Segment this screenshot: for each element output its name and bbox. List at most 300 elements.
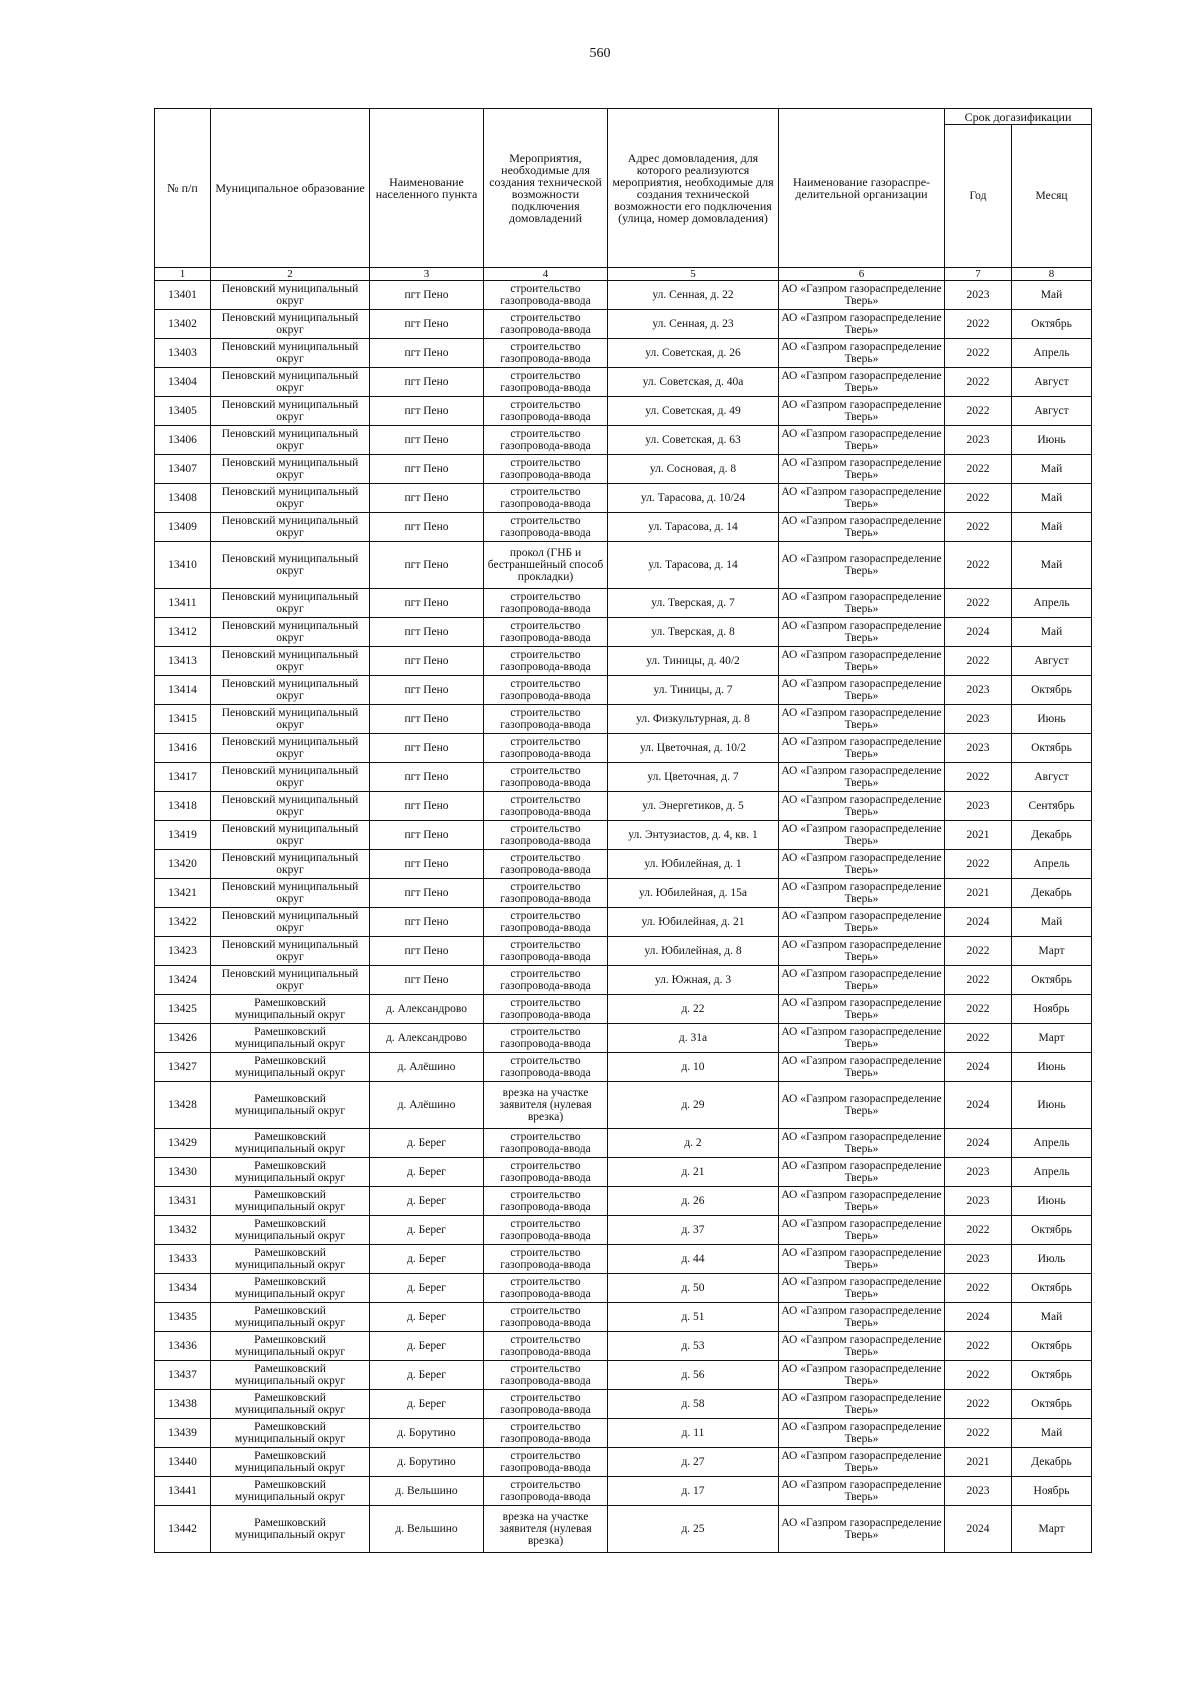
cell-year: 2023 — [945, 1187, 1012, 1216]
header-month: Месяц — [1012, 125, 1092, 268]
cell-address: ул. Юбилейная, д. 15а — [608, 879, 779, 908]
cell-year: 2023 — [945, 1158, 1012, 1187]
cell-year: 2022 — [945, 995, 1012, 1024]
cell-settlement: пгт Пено — [370, 397, 484, 426]
cell-address: ул. Советская, д. 63 — [608, 426, 779, 455]
cell-number: 13430 — [155, 1158, 211, 1187]
table-row — [155, 1506, 1092, 1553]
cell-year: 2024 — [945, 1506, 1012, 1553]
column-number: 6 — [779, 268, 945, 281]
cell-settlement: д. Берег — [370, 1158, 484, 1187]
cell-municipality: Пеновский муниципальный округ — [211, 281, 370, 310]
cell-municipality: Рамешковский муниципальный округ — [211, 1361, 370, 1390]
cell-month: Апрель — [1012, 589, 1092, 618]
cell-organization: АО «Газпром газораспределение Тверь» — [779, 1303, 945, 1332]
cell-municipality: Пеновский муниципальный округ — [211, 455, 370, 484]
cell-address: д. 27 — [608, 1448, 779, 1477]
cell-number: 13425 — [155, 995, 211, 1024]
cell-municipality: Рамешковский муниципальный округ — [211, 1506, 370, 1553]
cell-address: д. 58 — [608, 1390, 779, 1419]
table-row — [155, 1477, 1092, 1506]
cell-address: ул. Юбилейная, д. 1 — [608, 850, 779, 879]
table-row — [155, 1024, 1092, 1053]
cell-year: 2022 — [945, 542, 1012, 589]
cell-municipality: Пеновский муниципальный округ — [211, 397, 370, 426]
cell-year: 2022 — [945, 339, 1012, 368]
column-number: 2 — [211, 268, 370, 281]
cell-number: 13433 — [155, 1245, 211, 1274]
cell-year: 2022 — [945, 310, 1012, 339]
cell-address: ул. Сосновая, д. 8 — [608, 455, 779, 484]
cell-year: 2022 — [945, 455, 1012, 484]
table-row — [155, 589, 1092, 618]
cell-organization: АО «Газпром газораспределение Тверь» — [779, 792, 945, 821]
cell-month: Ноябрь — [1012, 1477, 1092, 1506]
table-row — [155, 1129, 1092, 1158]
cell-settlement: д. Алёшино — [370, 1082, 484, 1129]
column-number: 4 — [484, 268, 608, 281]
cell-year: 2022 — [945, 1274, 1012, 1303]
cell-address: ул. Тверская, д. 7 — [608, 589, 779, 618]
cell-settlement: пгт Пено — [370, 310, 484, 339]
cell-organization: АО «Газпром газораспределение Тверь» — [779, 1245, 945, 1274]
cell-address: д. 10 — [608, 1053, 779, 1082]
cell-address: д. 2 — [608, 1129, 779, 1158]
cell-organization: АО «Газпром газораспределение Тверь» — [779, 1129, 945, 1158]
table-row — [155, 734, 1092, 763]
header-year: Год — [945, 125, 1012, 268]
cell-address: д. 25 — [608, 1506, 779, 1553]
cell-number: 13429 — [155, 1129, 211, 1158]
cell-settlement: д. Вельшино — [370, 1506, 484, 1553]
header-settlement: Наименование населенного пункта — [370, 109, 484, 268]
cell-works: строительство газопровода-ввода — [484, 397, 608, 426]
cell-year: 2023 — [945, 676, 1012, 705]
cell-municipality: Пеновский муниципальный округ — [211, 763, 370, 792]
table-row — [155, 908, 1092, 937]
cell-year: 2021 — [945, 879, 1012, 908]
cell-month: Сентябрь — [1012, 792, 1092, 821]
cell-municipality: Рамешковский муниципальный округ — [211, 1158, 370, 1187]
table-row — [155, 1361, 1092, 1390]
cell-month: Май — [1012, 513, 1092, 542]
cell-month: Март — [1012, 1506, 1092, 1553]
cell-address: ул. Физкультурная, д. 8 — [608, 705, 779, 734]
cell-municipality: Пеновский муниципальный округ — [211, 850, 370, 879]
cell-organization: АО «Газпром газораспределение Тверь» — [779, 647, 945, 676]
cell-organization: АО «Газпром газораспределение Тверь» — [779, 821, 945, 850]
cell-organization: АО «Газпром газораспределение Тверь» — [779, 1158, 945, 1187]
cell-municipality: Рамешковский муниципальный округ — [211, 1245, 370, 1274]
cell-month: Июнь — [1012, 1082, 1092, 1129]
table-row — [155, 1158, 1092, 1187]
cell-organization: АО «Газпром газораспределение Тверь» — [779, 1187, 945, 1216]
cell-address: д. 56 — [608, 1361, 779, 1390]
cell-settlement: д. Берег — [370, 1274, 484, 1303]
cell-works: строительство газопровода-ввода — [484, 368, 608, 397]
cell-number: 13431 — [155, 1187, 211, 1216]
cell-year: 2023 — [945, 426, 1012, 455]
cell-organization: АО «Газпром газораспределение Тверь» — [779, 1448, 945, 1477]
cell-settlement: д. Александрово — [370, 995, 484, 1024]
cell-address: д. 11 — [608, 1419, 779, 1448]
cell-works: строительство газопровода-ввода — [484, 1053, 608, 1082]
header-num: № п/п — [155, 109, 211, 268]
cell-works: строительство газопровода-ввода — [484, 1187, 608, 1216]
column-number: 1 — [155, 268, 211, 281]
cell-settlement: д. Борутино — [370, 1448, 484, 1477]
cell-organization: АО «Газпром газораспределение Тверь» — [779, 705, 945, 734]
cell-settlement: д. Берег — [370, 1303, 484, 1332]
cell-organization: АО «Газпром газораспределение Тверь» — [779, 734, 945, 763]
table-row — [155, 1216, 1092, 1245]
cell-organization: АО «Газпром газораспределение Тверь» — [779, 908, 945, 937]
cell-number: 13420 — [155, 850, 211, 879]
cell-number: 13441 — [155, 1477, 211, 1506]
cell-month: Август — [1012, 763, 1092, 792]
cell-address: ул. Тарасова, д. 10/24 — [608, 484, 779, 513]
cell-municipality: Рамешковский муниципальный округ — [211, 1053, 370, 1082]
table-row — [155, 937, 1092, 966]
cell-organization: АО «Газпром газораспределение Тверь» — [779, 763, 945, 792]
cell-settlement: пгт Пено — [370, 589, 484, 618]
table-body — [155, 281, 1092, 1553]
cell-works: строительство газопровода-ввода — [484, 589, 608, 618]
cell-municipality: Рамешковский муниципальный округ — [211, 1024, 370, 1053]
cell-month: Октябрь — [1012, 676, 1092, 705]
cell-works: строительство газопровода-ввода — [484, 1216, 608, 1245]
cell-month: Апрель — [1012, 850, 1092, 879]
cell-year: 2022 — [945, 1024, 1012, 1053]
cell-month: Октябрь — [1012, 310, 1092, 339]
table-row — [155, 368, 1092, 397]
cell-settlement: пгт Пено — [370, 368, 484, 397]
cell-address: ул. Тиницы, д. 7 — [608, 676, 779, 705]
table-row — [155, 792, 1092, 821]
cell-month: Март — [1012, 937, 1092, 966]
cell-number: 13404 — [155, 368, 211, 397]
column-number: 3 — [370, 268, 484, 281]
cell-settlement: д. Вельшино — [370, 1477, 484, 1506]
cell-municipality: Рамешковский муниципальный округ — [211, 1129, 370, 1158]
table-row — [155, 618, 1092, 647]
table-row — [155, 1332, 1092, 1361]
cell-settlement: д. Берег — [370, 1129, 484, 1158]
cell-works: строительство газопровода-ввода — [484, 908, 608, 937]
cell-number: 13401 — [155, 281, 211, 310]
cell-works: строительство газопровода-ввода — [484, 1024, 608, 1053]
cell-year: 2023 — [945, 281, 1012, 310]
cell-works: врезка на участке заявителя (нулевая врезка) — [484, 1082, 608, 1129]
cell-organization: АО «Газпром газораспределение Тверь» — [779, 426, 945, 455]
cell-settlement: пгт Пено — [370, 821, 484, 850]
header-organization: Наименование газораспре-делительной организации — [779, 109, 945, 268]
cell-works: строительство газопровода-ввода — [484, 1129, 608, 1158]
cell-year: 2023 — [945, 734, 1012, 763]
table-row — [155, 850, 1092, 879]
cell-settlement: д. Алёшино — [370, 1053, 484, 1082]
table-row — [155, 1082, 1092, 1129]
cell-settlement: пгт Пено — [370, 618, 484, 647]
cell-organization: АО «Газпром газораспределение Тверь» — [779, 368, 945, 397]
cell-address: д. 31а — [608, 1024, 779, 1053]
cell-number: 13417 — [155, 763, 211, 792]
cell-year: 2022 — [945, 484, 1012, 513]
cell-address: ул. Энергетиков, д. 5 — [608, 792, 779, 821]
cell-settlement: пгт Пено — [370, 339, 484, 368]
cell-organization: АО «Газпром газораспределение Тверь» — [779, 1361, 945, 1390]
cell-works: строительство газопровода-ввода — [484, 1448, 608, 1477]
table-row — [155, 763, 1092, 792]
header-group-row — [155, 109, 1092, 125]
table-row — [155, 995, 1092, 1024]
cell-organization: АО «Газпром газораспределение Тверь» — [779, 1024, 945, 1053]
cell-works: строительство газопровода-ввода — [484, 1158, 608, 1187]
cell-organization: АО «Газпром газораспределение Тверь» — [779, 1082, 945, 1129]
cell-works: строительство газопровода-ввода — [484, 513, 608, 542]
cell-address: д. 51 — [608, 1303, 779, 1332]
cell-year: 2022 — [945, 763, 1012, 792]
cell-address: ул. Советская, д. 40а — [608, 368, 779, 397]
cell-year: 2023 — [945, 705, 1012, 734]
cell-number: 13406 — [155, 426, 211, 455]
cell-organization: АО «Газпром газораспределение Тверь» — [779, 484, 945, 513]
cell-address: д. 50 — [608, 1274, 779, 1303]
cell-works: строительство газопровода-ввода — [484, 850, 608, 879]
cell-address: д. 29 — [608, 1082, 779, 1129]
cell-month: Июнь — [1012, 705, 1092, 734]
cell-month: Август — [1012, 368, 1092, 397]
cell-municipality: Рамешковский муниципальный округ — [211, 1082, 370, 1129]
cell-works: строительство газопровода-ввода — [484, 647, 608, 676]
table-row — [155, 397, 1092, 426]
cell-year: 2022 — [945, 589, 1012, 618]
cell-address: ул. Цветочная, д. 10/2 — [608, 734, 779, 763]
cell-works: строительство газопровода-ввода — [484, 792, 608, 821]
cell-settlement: д. Берег — [370, 1187, 484, 1216]
cell-organization: АО «Газпром газораспределение Тверь» — [779, 542, 945, 589]
cell-organization: АО «Газпром газораспределение Тверь» — [779, 455, 945, 484]
cell-municipality: Пеновский муниципальный округ — [211, 484, 370, 513]
cell-municipality: Пеновский муниципальный округ — [211, 368, 370, 397]
cell-organization: АО «Газпром газораспределение Тверь» — [779, 1506, 945, 1553]
cell-municipality: Рамешковский муниципальный округ — [211, 1274, 370, 1303]
table-row — [155, 281, 1092, 310]
cell-month: Октябрь — [1012, 1390, 1092, 1419]
cell-municipality: Рамешковский муниципальный округ — [211, 1332, 370, 1361]
cell-year: 2024 — [945, 1053, 1012, 1082]
cell-month: Октябрь — [1012, 1332, 1092, 1361]
cell-address: ул. Тарасова, д. 14 — [608, 542, 779, 589]
cell-settlement: пгт Пено — [370, 647, 484, 676]
cell-works: строительство газопровода-ввода — [484, 1390, 608, 1419]
cell-address: д. 53 — [608, 1332, 779, 1361]
cell-works: строительство газопровода-ввода — [484, 618, 608, 647]
table-row — [155, 1448, 1092, 1477]
cell-settlement: пгт Пено — [370, 676, 484, 705]
cell-month: Май — [1012, 1419, 1092, 1448]
cell-year: 2022 — [945, 850, 1012, 879]
cell-month: Август — [1012, 397, 1092, 426]
cell-municipality: Пеновский муниципальный округ — [211, 705, 370, 734]
page-number: 560 — [589, 46, 611, 61]
cell-organization: АО «Газпром газораспределение Тверь» — [779, 1477, 945, 1506]
cell-works: прокол (ГНБ и бестраншейный способ прокладки) — [484, 542, 608, 589]
cell-year: 2022 — [945, 647, 1012, 676]
cell-municipality: Пеновский муниципальный округ — [211, 937, 370, 966]
cell-organization: АО «Газпром газораспределение Тверь» — [779, 281, 945, 310]
cell-municipality: Рамешковский муниципальный округ — [211, 1303, 370, 1332]
cell-organization: АО «Газпром газораспределение Тверь» — [779, 397, 945, 426]
cell-address: ул. Советская, д. 26 — [608, 339, 779, 368]
header-address: Адрес домовладения, для которого реализуются мероприятия, необходимые для создания технической возможности его подключения (улица, номер домовладения) — [608, 109, 779, 268]
cell-municipality: Рамешковский муниципальный округ — [211, 995, 370, 1024]
cell-municipality: Пеновский муниципальный округ — [211, 310, 370, 339]
cell-organization: АО «Газпром газораспределение Тверь» — [779, 339, 945, 368]
column-number-row — [155, 268, 1092, 281]
cell-year: 2022 — [945, 966, 1012, 995]
cell-settlement: д. Берег — [370, 1216, 484, 1245]
cell-municipality: Рамешковский муниципальный округ — [211, 1390, 370, 1419]
cell-works: строительство газопровода-ввода — [484, 310, 608, 339]
cell-municipality: Пеновский муниципальный округ — [211, 426, 370, 455]
cell-organization: АО «Газпром газораспределение Тверь» — [779, 879, 945, 908]
cell-address: д. 17 — [608, 1477, 779, 1506]
cell-works: строительство газопровода-ввода — [484, 1245, 608, 1274]
cell-settlement: пгт Пено — [370, 734, 484, 763]
cell-organization: АО «Газпром газораспределение Тверь» — [779, 589, 945, 618]
cell-works: строительство газопровода-ввода — [484, 484, 608, 513]
cell-number: 13424 — [155, 966, 211, 995]
cell-month: Октябрь — [1012, 1361, 1092, 1390]
cell-works: строительство газопровода-ввода — [484, 1332, 608, 1361]
cell-year: 2022 — [945, 1332, 1012, 1361]
cell-number: 13428 — [155, 1082, 211, 1129]
cell-settlement: пгт Пено — [370, 792, 484, 821]
cell-settlement: д. Берег — [370, 1361, 484, 1390]
cell-number: 13442 — [155, 1506, 211, 1553]
table-row — [155, 1303, 1092, 1332]
cell-year: 2022 — [945, 1419, 1012, 1448]
table-row — [155, 513, 1092, 542]
cell-number: 13439 — [155, 1419, 211, 1448]
cell-works: строительство газопровода-ввода — [484, 821, 608, 850]
cell-number: 13415 — [155, 705, 211, 734]
cell-month: Май — [1012, 455, 1092, 484]
header-gasification-term: Срок догазификации — [945, 109, 1092, 125]
cell-address: д. 22 — [608, 995, 779, 1024]
cell-month: Октябрь — [1012, 1216, 1092, 1245]
cell-year: 2024 — [945, 1303, 1012, 1332]
table-row — [155, 484, 1092, 513]
cell-number: 13427 — [155, 1053, 211, 1082]
cell-number: 13436 — [155, 1332, 211, 1361]
cell-month: Октябрь — [1012, 734, 1092, 763]
cell-settlement: д. Берег — [370, 1390, 484, 1419]
cell-month: Август — [1012, 647, 1092, 676]
cell-month: Ноябрь — [1012, 995, 1092, 1024]
cell-address: д. 37 — [608, 1216, 779, 1245]
cell-municipality: Пеновский муниципальный округ — [211, 676, 370, 705]
cell-works: строительство газопровода-ввода — [484, 937, 608, 966]
cell-number: 13426 — [155, 1024, 211, 1053]
cell-year: 2022 — [945, 397, 1012, 426]
cell-address: ул. Энтузиастов, д. 4, кв. 1 — [608, 821, 779, 850]
gasification-table — [154, 108, 1092, 1553]
cell-month: Декабрь — [1012, 879, 1092, 908]
cell-works: строительство газопровода-ввода — [484, 281, 608, 310]
cell-number: 13405 — [155, 397, 211, 426]
cell-month: Апрель — [1012, 1129, 1092, 1158]
cell-organization: АО «Газпром газораспределение Тверь» — [779, 995, 945, 1024]
cell-municipality: Пеновский муниципальный округ — [211, 734, 370, 763]
cell-address: ул. Тиницы, д. 40/2 — [608, 647, 779, 676]
cell-municipality: Пеновский муниципальный округ — [211, 542, 370, 589]
cell-year: 2022 — [945, 513, 1012, 542]
cell-organization: АО «Газпром газораспределение Тверь» — [779, 1053, 945, 1082]
table-row — [155, 1245, 1092, 1274]
table-row — [155, 542, 1092, 589]
table-row — [155, 821, 1092, 850]
cell-number: 13413 — [155, 647, 211, 676]
cell-municipality: Пеновский муниципальный округ — [211, 821, 370, 850]
cell-month: Май — [1012, 484, 1092, 513]
cell-organization: АО «Газпром газораспределение Тверь» — [779, 1332, 945, 1361]
cell-address: д. 26 — [608, 1187, 779, 1216]
table-row — [155, 426, 1092, 455]
cell-year: 2021 — [945, 1448, 1012, 1477]
table-row — [155, 705, 1092, 734]
cell-address: д. 44 — [608, 1245, 779, 1274]
cell-number: 13418 — [155, 792, 211, 821]
cell-number: 13411 — [155, 589, 211, 618]
cell-works: строительство газопровода-ввода — [484, 879, 608, 908]
cell-month: Октябрь — [1012, 1274, 1092, 1303]
cell-month: Июнь — [1012, 1053, 1092, 1082]
cell-works: строительство газопровода-ввода — [484, 1361, 608, 1390]
table-row — [155, 676, 1092, 705]
cell-year: 2023 — [945, 792, 1012, 821]
cell-month: Апрель — [1012, 1158, 1092, 1187]
cell-address: д. 21 — [608, 1158, 779, 1187]
cell-municipality: Рамешковский муниципальный округ — [211, 1187, 370, 1216]
table-row — [155, 310, 1092, 339]
cell-month: Октябрь — [1012, 966, 1092, 995]
cell-number: 13434 — [155, 1274, 211, 1303]
cell-municipality: Рамешковский муниципальный округ — [211, 1477, 370, 1506]
table-row — [155, 1274, 1092, 1303]
cell-number: 13412 — [155, 618, 211, 647]
cell-municipality: Пеновский муниципальный округ — [211, 879, 370, 908]
table-row — [155, 455, 1092, 484]
cell-year: 2022 — [945, 1216, 1012, 1245]
cell-number: 13414 — [155, 676, 211, 705]
cell-works: строительство газопровода-ввода — [484, 1303, 608, 1332]
cell-settlement: д. Борутино — [370, 1419, 484, 1448]
cell-works: строительство газопровода-ввода — [484, 426, 608, 455]
cell-settlement: пгт Пено — [370, 542, 484, 589]
cell-month: Май — [1012, 1303, 1092, 1332]
cell-year: 2024 — [945, 1129, 1012, 1158]
cell-organization: АО «Газпром газораспределение Тверь» — [779, 310, 945, 339]
header-municipality: Муниципальное образование — [211, 109, 370, 268]
cell-number: 13440 — [155, 1448, 211, 1477]
cell-number: 13435 — [155, 1303, 211, 1332]
table-row — [155, 966, 1092, 995]
cell-number: 13402 — [155, 310, 211, 339]
cell-number: 13432 — [155, 1216, 211, 1245]
cell-municipality: Пеновский муниципальный округ — [211, 589, 370, 618]
